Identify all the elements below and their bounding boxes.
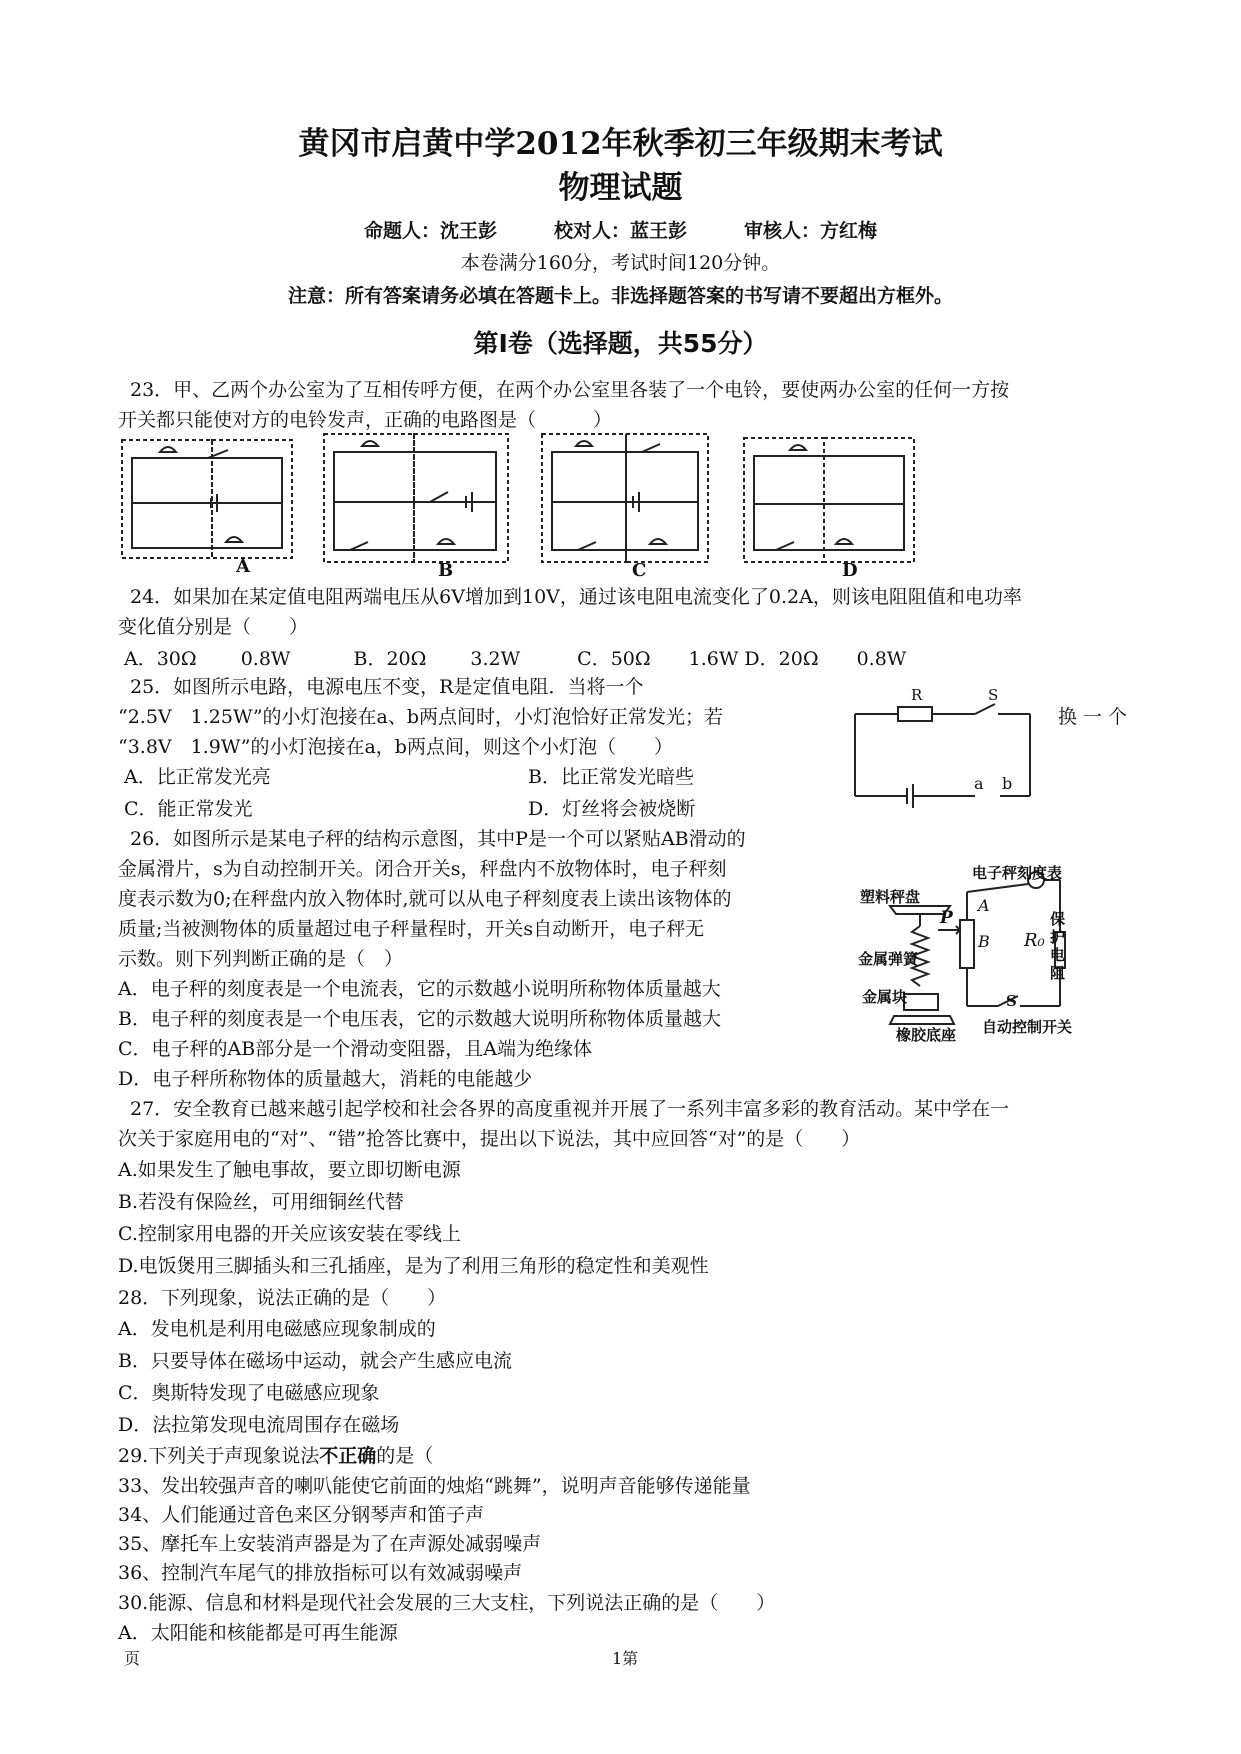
footer-page-number: 1第: [612, 1649, 639, 1668]
circuit-a: [122, 440, 292, 558]
q29-option-1: 33、发出较强声音的喇叭能使它前面的烛焰“跳舞”，说明声音能够传递能量: [118, 1475, 751, 1497]
q29-option-2: 34、人们能通过音色来区分钢琴声和笛子声: [118, 1504, 485, 1526]
q26-fig-base: 橡胶底座: [896, 1026, 957, 1044]
q30-option-a: A．太阳能和核能都是可再生能源: [118, 1622, 398, 1644]
q28-line1: 28．下列现象，说法正确的是（ ）: [118, 1287, 447, 1309]
q25-fig-b: b: [1002, 774, 1013, 793]
q27-option-d: D.电饭煲用三脚插头和三孔插座，是为了利用三角形的稳定性和美观性: [118, 1255, 709, 1277]
q26-line1: 26．如图所示是某电子秤的结构示意图，其中P是一个可以紧贴AB滑动的: [130, 828, 746, 850]
q26-option-a: A．电子秤的刻度表是一个电流表，它的示数越小说明所称物体质量越大: [118, 978, 721, 1000]
q29-pre: 29.下列关于声现象说法: [118, 1445, 320, 1467]
q26-fig-p: P: [940, 908, 953, 928]
q25-line1: 25．如图所示电路，电源电压不变，R是定值电阻．当将一个: [130, 676, 644, 698]
exam-subtitle: 物理试题: [558, 170, 683, 206]
q26-line2: 金属滑片，s为自动控制开关。闭合开关s，秤盘内不放物体时，电子秤刻: [118, 858, 727, 880]
footer-left: 页: [124, 1649, 141, 1668]
q27-option-c: C.控制家用电器的开关应该安装在零线上: [118, 1223, 461, 1245]
q27-option-a: A.如果发生了触电事故，要立即切断电源: [118, 1159, 461, 1181]
fig-label-c: C: [632, 560, 647, 581]
q26-fig-spring: 金属弹簧: [858, 950, 919, 968]
q27-line1: 27．安全教育已越来越引起学校和社会各界的高度重视并开展了一系列丰富多彩的教育活动。某中学在一: [130, 1098, 1010, 1120]
q23-circuit-figures: [118, 430, 948, 570]
q26-line5: 示数。则下列判断正确的是（ ）: [118, 948, 404, 970]
q25-option-b: B．比正常发光暗些: [528, 766, 694, 788]
q24-options: A．30Ω 0.8W B．20Ω 3.2W C．50Ω 1.6W D．20Ω 0.8W: [124, 648, 907, 670]
q26-fig-a: A: [978, 896, 990, 915]
fig-label-b: B: [438, 560, 454, 581]
q29-option-3: 35、摩托车上安装消声器是为了在声源处减弱噪声: [118, 1533, 542, 1555]
q25-fig-s: S: [988, 686, 999, 704]
q24-line1: 24．如果加在某定值电阻两端电压从6V增加到10V，通过该电阻电流变化了0.2A，则该电阻阻值和电功率: [130, 586, 1022, 608]
q24-line2: 变化值分别是（ ）: [118, 616, 309, 638]
q26-option-c: C．电子秤的AB部分是一个滑动变阻器，且A端为绝缘体: [118, 1038, 592, 1060]
fig-label-a: A: [236, 556, 250, 577]
q26-fig-meter: 电子秤刻度表: [972, 864, 1063, 882]
q27-line2: 次关于家庭用电的“对”、“错”抢答比赛中，提出以下说法，其中应回答“对”的是（ ）: [118, 1128, 861, 1150]
exam-title: 黄冈市启黄中学2012年秋季初三年级期末考试: [298, 126, 943, 162]
section-title: 第Ⅰ卷（选择题，共55分）: [473, 329, 768, 358]
exam-notice: 注意：所有答案请务必填在答题卡上。非选择题答案的书写请不要超出方框外。: [287, 285, 953, 307]
circuit-c: [542, 434, 708, 562]
q23-line1: 23．甲、乙两个办公室为了互相传呼方便，在两个办公室里各装了一个电铃，要使两办公室的任何一方按: [130, 379, 1010, 401]
q26-fig-resistor: 保护电阻: [1050, 910, 1066, 982]
q26-option-d: D．电子秤所称物体的质量越大，消耗的电能越少: [118, 1068, 533, 1090]
q30-line1: 30.能源、信息和材料是现代社会发展的三大支柱，下列说法正确的是（ ）: [118, 1592, 776, 1614]
q28-option-a: A．发电机是利用电磁感应现象制成的: [118, 1318, 436, 1340]
q29-emph: 不正确: [319, 1445, 377, 1467]
exam-info: 本卷满分160分，考试时间120分钟。: [460, 252, 781, 274]
q26-line3: 度表示数为0;在秤盘内放入物体时,就可以从电子秤刻度表上读出该物体的: [118, 888, 732, 910]
q26-option-b: B．电子秤的刻度表是一个电压表，它的示数越大说明所称物体质量越大: [118, 1008, 721, 1030]
q25-fig-a: a: [974, 774, 984, 793]
q25-option-d: D．灯丝将会被烧断: [528, 798, 696, 820]
q26-fig-r0: R₀: [1024, 930, 1045, 951]
q29-post: 的是（: [376, 1445, 434, 1467]
q26-line4: 质量;当被测物体的质量超过电子秤量程时，开关s自动断开，电子秤无: [118, 918, 705, 940]
q26-fig-switch: 自动控制开关: [982, 1018, 1073, 1036]
q26-fig-s: S: [1006, 992, 1017, 1010]
q25-option-a: A．比正常发光亮: [124, 766, 271, 788]
q29-line1: [118, 1441, 433, 1468]
q25-fig-r: R: [911, 686, 923, 704]
q29-option-4: 36、控制汽车尾气的排放指标可以有效减弱噪声: [118, 1562, 523, 1584]
q26-fig-pan: 塑料秤盘: [860, 888, 921, 906]
q28-option-b: B．只要导体在磁场中运动，就会产生感应电流: [118, 1350, 512, 1372]
q26-fig-b: B: [978, 932, 990, 951]
q25-side-text: 换一个: [1058, 706, 1134, 728]
q25-line3: “3.8V 1.9W”的小灯泡接在a，b两点间，则这个小灯泡（ ）: [118, 736, 673, 758]
q25-option-c: C．能正常发光: [124, 798, 253, 820]
q28-option-c: C．奥斯特发现了电磁感应现象: [118, 1382, 380, 1404]
q28-option-d: D．法拉第发现电流周围存在磁场: [118, 1414, 400, 1436]
q25-circuit-figure: [850, 682, 1050, 812]
fig-label-d: D: [842, 560, 858, 581]
q25-line2: “2.5V 1.25W”的小灯泡接在a、b两点间时，小灯泡恰好正常发光；若: [118, 706, 724, 728]
circuit-b: [324, 434, 508, 562]
q23-line2: 开关都只能使对方的电铃发声，正确的电路图是（ ）: [118, 409, 613, 431]
q26-fig-block: 金属块: [862, 988, 908, 1006]
circuit-d: [744, 438, 914, 562]
q27-option-b: B.若没有保险丝，可用细铜丝代替: [118, 1191, 405, 1213]
exam-credits: 命题人：沈王彭 校对人：蓝王彭 审核人：方红梅: [363, 220, 877, 242]
